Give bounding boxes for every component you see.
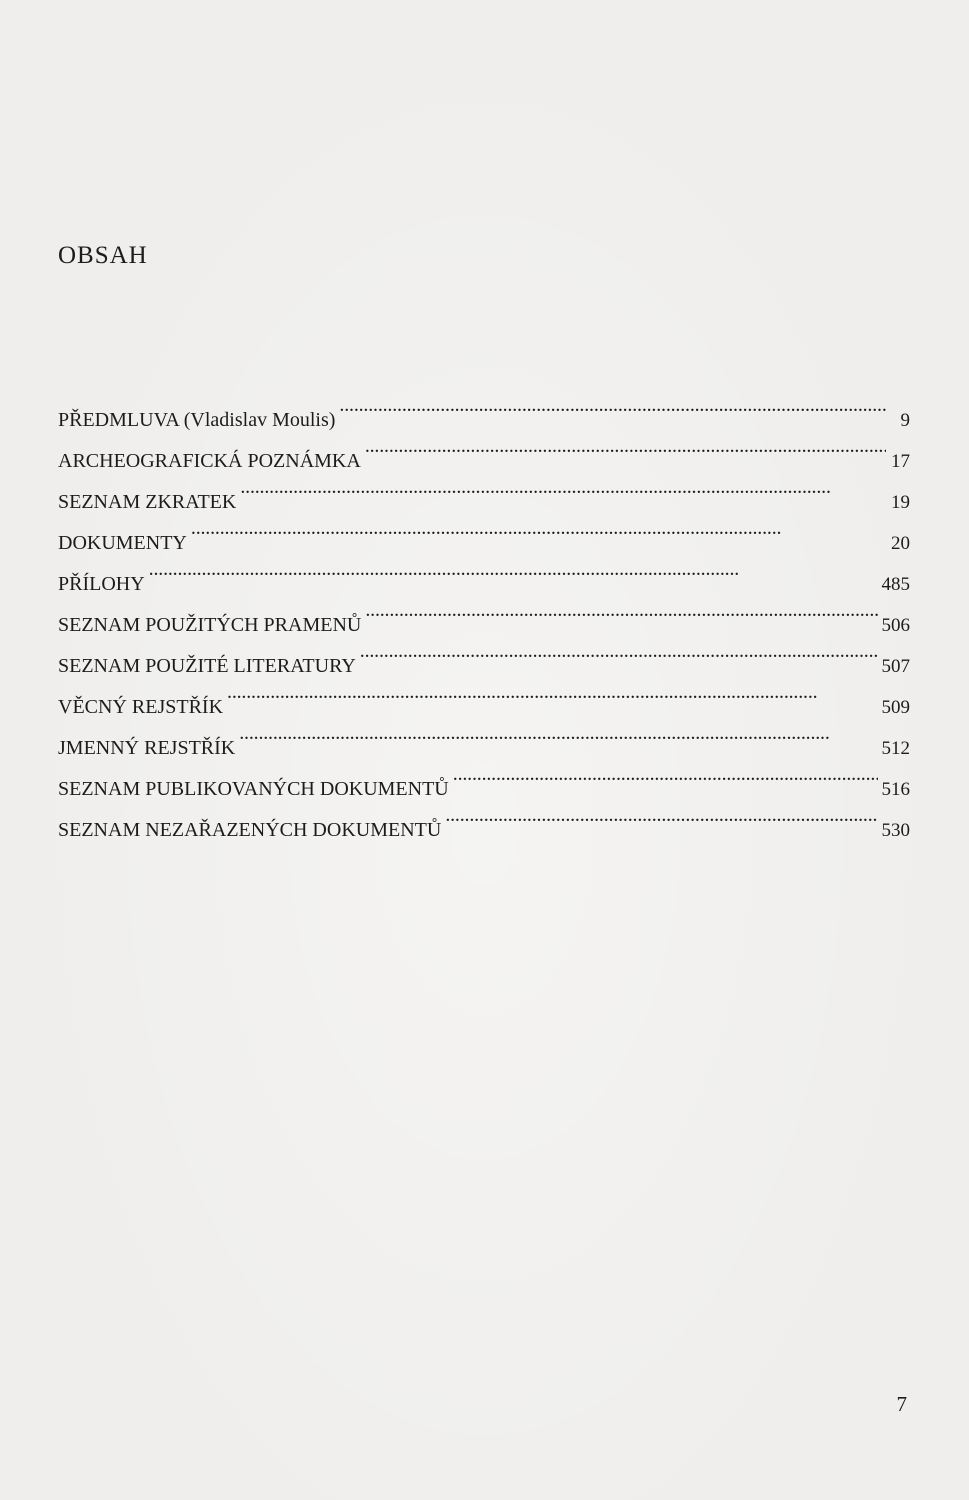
toc-entry-page: 509: [881, 697, 910, 718]
toc-entry-title: JMENNÝ REJSTŘÍK: [58, 737, 236, 759]
toc-dot-leader: [365, 590, 877, 631]
toc-entry-page: 485: [881, 574, 910, 595]
toc-entry-page: 19: [891, 492, 910, 513]
toc-dot-leader: [227, 672, 877, 713]
toc-dot-leader: [240, 467, 886, 508]
toc-entry-page: 17: [891, 451, 910, 472]
table-of-contents: [58, 385, 910, 841]
toc-entry-title: SEZNAM ZKRATEK: [58, 491, 237, 513]
toc-entry-page: 20: [891, 533, 910, 554]
toc-entry-page: 506: [881, 615, 910, 636]
toc-entry-title: SEZNAM POUŽITÉ LITERATURY: [58, 655, 356, 677]
toc-entry[interactable]: [58, 549, 910, 595]
toc-entry[interactable]: [58, 385, 910, 431]
toc-dot-leader: [191, 508, 886, 549]
toc-dot-leader: [453, 754, 878, 795]
toc-entry-page: 516: [881, 779, 910, 800]
toc-dot-leader: [445, 795, 877, 836]
toc-entry-title: PŘÍLOHY: [58, 573, 145, 595]
toc-entry-title: SEZNAM NEZAŘAZENÝCH DOKUMENTŮ: [58, 819, 442, 841]
toc-entry[interactable]: [58, 590, 910, 636]
toc-dot-leader: [239, 713, 877, 754]
toc-dot-leader: [149, 549, 878, 590]
contents-heading: OBSAH: [58, 242, 148, 269]
toc-entry-title: VĚCNÝ REJSTŘÍK: [58, 696, 224, 718]
toc-dot-leader: [360, 631, 878, 672]
toc-entry-title: DOKUMENTY: [58, 532, 187, 554]
toc-entry-title: ARCHEOGRAFICKÁ POZNÁMKA: [58, 450, 361, 472]
toc-dot-leader: [339, 385, 886, 426]
toc-entry-page: 530: [881, 820, 910, 841]
page-number: 7: [896, 1392, 907, 1416]
toc-entry-title: PŘEDMLUVA (Vladislav Moulis): [58, 409, 336, 431]
toc-entry-page: 512: [881, 738, 910, 759]
toc-entry-title: SEZNAM PUBLIKOVANÝCH DOKUMENTŮ: [58, 778, 449, 800]
toc-entry-page: 507: [881, 656, 910, 677]
toc-dot-leader: [365, 426, 886, 467]
toc-entry-title: SEZNAM POUŽITÝCH PRAMENŮ: [58, 614, 362, 636]
toc-entry-page: 9: [900, 410, 910, 431]
